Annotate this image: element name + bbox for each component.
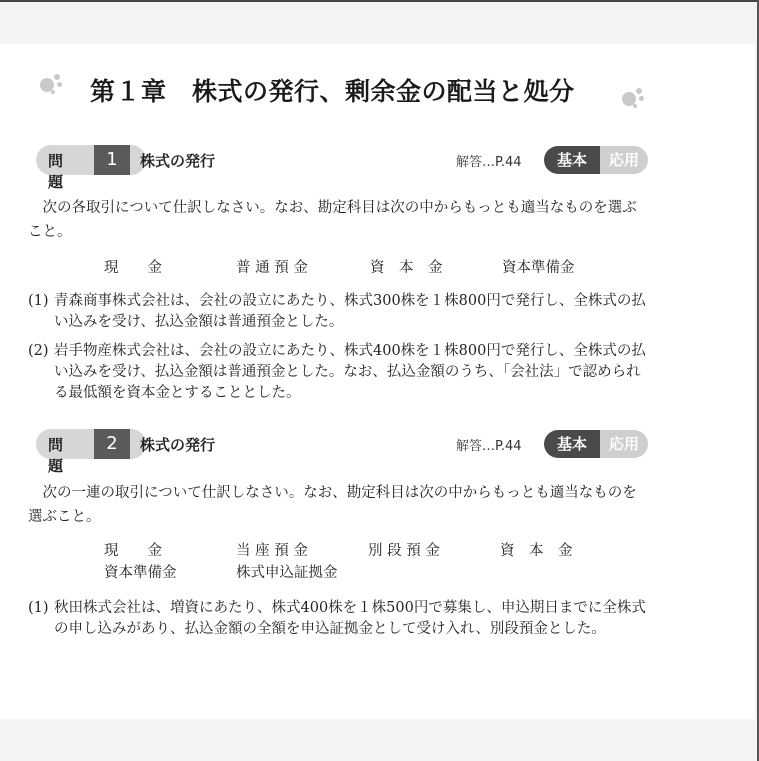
problem-number: 1: [94, 145, 130, 175]
problem-number: 2: [94, 429, 130, 459]
item-text: 秋田株式会社は、増資にあたり、株式400株を１株500円で募集し、申込期日までに全株式の申し込みがあり、払込金額の全額を申込証拠金として受け入れ、別段預金とした。: [54, 600, 646, 637]
problem-2-item-1: [28, 598, 650, 640]
textbook-page: [0, 44, 755, 719]
answer-reference: 解答…P.44: [456, 155, 522, 170]
item-number: (1): [28, 293, 49, 309]
account-item: 資 本 金: [370, 260, 443, 276]
chapter-title: 第１章 株式の発行、剰余金の配当と処分: [90, 77, 575, 106]
difficulty-badge: [544, 146, 648, 174]
account-item: 別 段 預 金: [368, 543, 440, 559]
account-item: 株式申込証拠金: [236, 565, 338, 581]
problem-2-instruction: 次の一連の取引について仕訳しなさい。なお、勘定科目は次の中からもっとも適当なものを選ぶこと。: [28, 485, 637, 525]
account-item: 普 通 預 金: [236, 260, 308, 276]
item-number: (2): [28, 343, 49, 359]
problem-1-instruction: 次の各取引について仕訳しなさい。なお、勘定科目は次の中からもっとも適当なものを選ぶこと。: [28, 200, 637, 240]
dots-cluster-icon: [620, 84, 650, 114]
level-applied: 応用: [600, 430, 648, 458]
difficulty-badge: [544, 430, 648, 458]
problem-title: 株式の発行: [140, 152, 216, 170]
problem-1-item-2: [28, 341, 650, 404]
answer-reference: 解答…P.44: [456, 439, 522, 454]
item-number: (1): [28, 600, 49, 616]
problem-label: 問題: [48, 152, 64, 191]
account-item: 資本準備金: [502, 260, 575, 276]
dots-cluster-icon: [38, 68, 68, 98]
problem-label: 問題: [48, 436, 64, 475]
level-basic: 基本: [544, 146, 600, 174]
level-applied: 応用: [600, 146, 648, 174]
problem-1-item-1: [28, 291, 650, 333]
account-item: 当 座 預 金: [236, 543, 308, 559]
account-item: 現 金: [104, 543, 162, 559]
account-item: 現 金: [104, 260, 162, 276]
item-text: 岩手物産株式会社は、会社の設立にあたり、株式400株を１株800円で発行し、全株式の払い込みを受け、払込金額は普通預金とした。なお、払込金額のうち、「会社法」で認められる最低額を資本金とすることとした。: [54, 343, 646, 401]
level-basic: 基本: [544, 430, 600, 458]
item-text: 青森商事株式会社は、会社の設立にあたり、株式300株を１株800円で発行し、全株式の払い込みを受け、払込金額は普通預金とした。: [54, 293, 646, 330]
top-border: [0, 0, 759, 2]
account-item: 資 本 金: [500, 543, 573, 559]
problem-title: 株式の発行: [140, 436, 216, 454]
account-item: 資本準備金: [104, 565, 177, 581]
